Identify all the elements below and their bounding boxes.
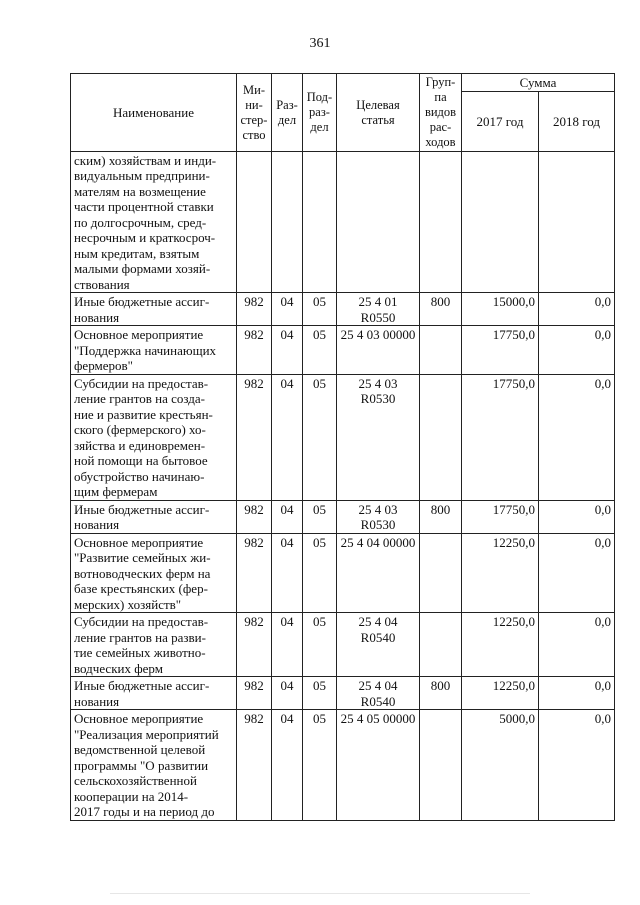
- cell-target: 25 4 04 00000: [337, 533, 420, 613]
- page-bottom-divider: [110, 893, 530, 894]
- table-row: [71, 151, 615, 293]
- cell-sum-2017: 12250,0: [462, 533, 539, 613]
- cell-target: 25 4 03 R0530: [337, 374, 420, 500]
- cell-sum-2017: 5000,0: [462, 710, 539, 821]
- cell-sum-2017: 17750,0: [462, 374, 539, 500]
- header-ministry: Ми- ни- стер- ство: [237, 74, 272, 152]
- cell-sum-2018: 0,0: [539, 500, 615, 533]
- cell-group: [420, 533, 462, 613]
- cell-sum-2017: 17750,0: [462, 326, 539, 375]
- cell-subsection: 05: [303, 326, 337, 375]
- table-row: [71, 374, 615, 500]
- cell-sum-2018: 0,0: [539, 710, 615, 821]
- cell-subsection: [303, 151, 337, 293]
- table-row: [71, 293, 615, 326]
- cell-section: [272, 151, 303, 293]
- cell-ministry: 982: [237, 374, 272, 500]
- cell-sum-2017: 12250,0: [462, 613, 539, 677]
- cell-sum-2018: 0,0: [539, 374, 615, 500]
- header-subsection: Под- раз- дел: [303, 74, 337, 152]
- cell-sum-2017: 12250,0: [462, 677, 539, 710]
- cell-subsection: 05: [303, 293, 337, 326]
- cell-ministry: [237, 151, 272, 293]
- cell-sum-2017: [462, 151, 539, 293]
- cell-target: 25 4 04 R0540: [337, 613, 420, 677]
- cell-ministry: 982: [237, 533, 272, 613]
- cell-group: [420, 710, 462, 821]
- cell-subsection: 05: [303, 710, 337, 821]
- cell-ministry: 982: [237, 500, 272, 533]
- cell-subsection: 05: [303, 677, 337, 710]
- table-row: [71, 677, 615, 710]
- cell-sum-2018: 0,0: [539, 533, 615, 613]
- table-row: [71, 533, 615, 613]
- cell-name: Иные бюджетные ассиг- нования: [71, 293, 237, 326]
- cell-name: ским) хозяйствам и инди- видуальным предприни- мателям на возмещение части процентной ставки по долгосрочным, сред- несрочным и краткосроч- ным кредитам, взятым малыми формами хозяй- ствования: [71, 151, 237, 293]
- cell-group: 800: [420, 500, 462, 533]
- cell-section: 04: [272, 533, 303, 613]
- cell-group: [420, 326, 462, 375]
- table-row: [71, 326, 615, 375]
- cell-section: 04: [272, 677, 303, 710]
- cell-name: Иные бюджетные ассиг- нования: [71, 500, 237, 533]
- cell-name: Основное мероприятие "Развитие семейных жи- вотноводческих ферм на базе крестьянских (фер- мерских) хозяйств": [71, 533, 237, 613]
- cell-group: 800: [420, 293, 462, 326]
- cell-ministry: 982: [237, 613, 272, 677]
- cell-target: 25 4 03 00000: [337, 326, 420, 375]
- cell-sum-2017: 17750,0: [462, 500, 539, 533]
- cell-group: 800: [420, 677, 462, 710]
- cell-section: 04: [272, 374, 303, 500]
- cell-group: [420, 151, 462, 293]
- cell-name: Основное мероприятие "Поддержка начинающих фермеров": [71, 326, 237, 375]
- header-row-1: [71, 74, 615, 92]
- page-number: 361: [309, 36, 331, 51]
- cell-subsection: 05: [303, 500, 337, 533]
- cell-target: 25 4 01 R0550: [337, 293, 420, 326]
- header-2018: 2018 год: [539, 91, 615, 151]
- header-section: Раз- дел: [272, 74, 303, 152]
- header-2017: 2017 год: [462, 91, 539, 151]
- cell-group: [420, 374, 462, 500]
- cell-name: Субсидии на предостав- ление грантов на созда- ние и развитие крестьян- ского (фермерского) хо- зяйства и единовремен- ной помощи на бытовое обустройство начинаю- щим фермерам: [71, 374, 237, 500]
- table-row: [71, 500, 615, 533]
- budget-table: [70, 73, 615, 821]
- cell-section: 04: [272, 710, 303, 821]
- cell-section: 04: [272, 613, 303, 677]
- cell-subsection: 05: [303, 374, 337, 500]
- header-sum: Сумма: [462, 74, 615, 92]
- cell-sum-2018: 0,0: [539, 293, 615, 326]
- cell-section: 04: [272, 500, 303, 533]
- cell-ministry: 982: [237, 293, 272, 326]
- cell-subsection: 05: [303, 613, 337, 677]
- cell-target: 25 4 03 R0530: [337, 500, 420, 533]
- cell-sum-2018: 0,0: [539, 326, 615, 375]
- cell-ministry: 982: [237, 677, 272, 710]
- header-name: Наименование: [71, 74, 237, 152]
- cell-subsection: 05: [303, 533, 337, 613]
- cell-target: 25 4 04 R0540: [337, 677, 420, 710]
- table-row: [71, 613, 615, 677]
- cell-section: 04: [272, 293, 303, 326]
- table-row: [71, 710, 615, 821]
- cell-sum-2018: [539, 151, 615, 293]
- cell-ministry: 982: [237, 710, 272, 821]
- cell-sum-2018: 0,0: [539, 677, 615, 710]
- cell-sum-2017: 15000,0: [462, 293, 539, 326]
- cell-name: Основное мероприятие "Реализация мероприятий ведомственной целевой программы "О развитии сельскохозяйственной кооперации на 2014- 2017 годы и на период до: [71, 710, 237, 821]
- cell-target: 25 4 05 00000: [337, 710, 420, 821]
- header-group: Груп- па видов рас- ходов: [420, 74, 462, 152]
- cell-name: Субсидии на предостав- ление грантов на разви- тие семейных животно- водческих ферм: [71, 613, 237, 677]
- cell-name: Иные бюджетные ассиг- нования: [71, 677, 237, 710]
- cell-ministry: 982: [237, 326, 272, 375]
- cell-target: [337, 151, 420, 293]
- cell-group: [420, 613, 462, 677]
- header-target: Целевая статья: [337, 74, 420, 152]
- cell-sum-2018: 0,0: [539, 613, 615, 677]
- cell-section: 04: [272, 326, 303, 375]
